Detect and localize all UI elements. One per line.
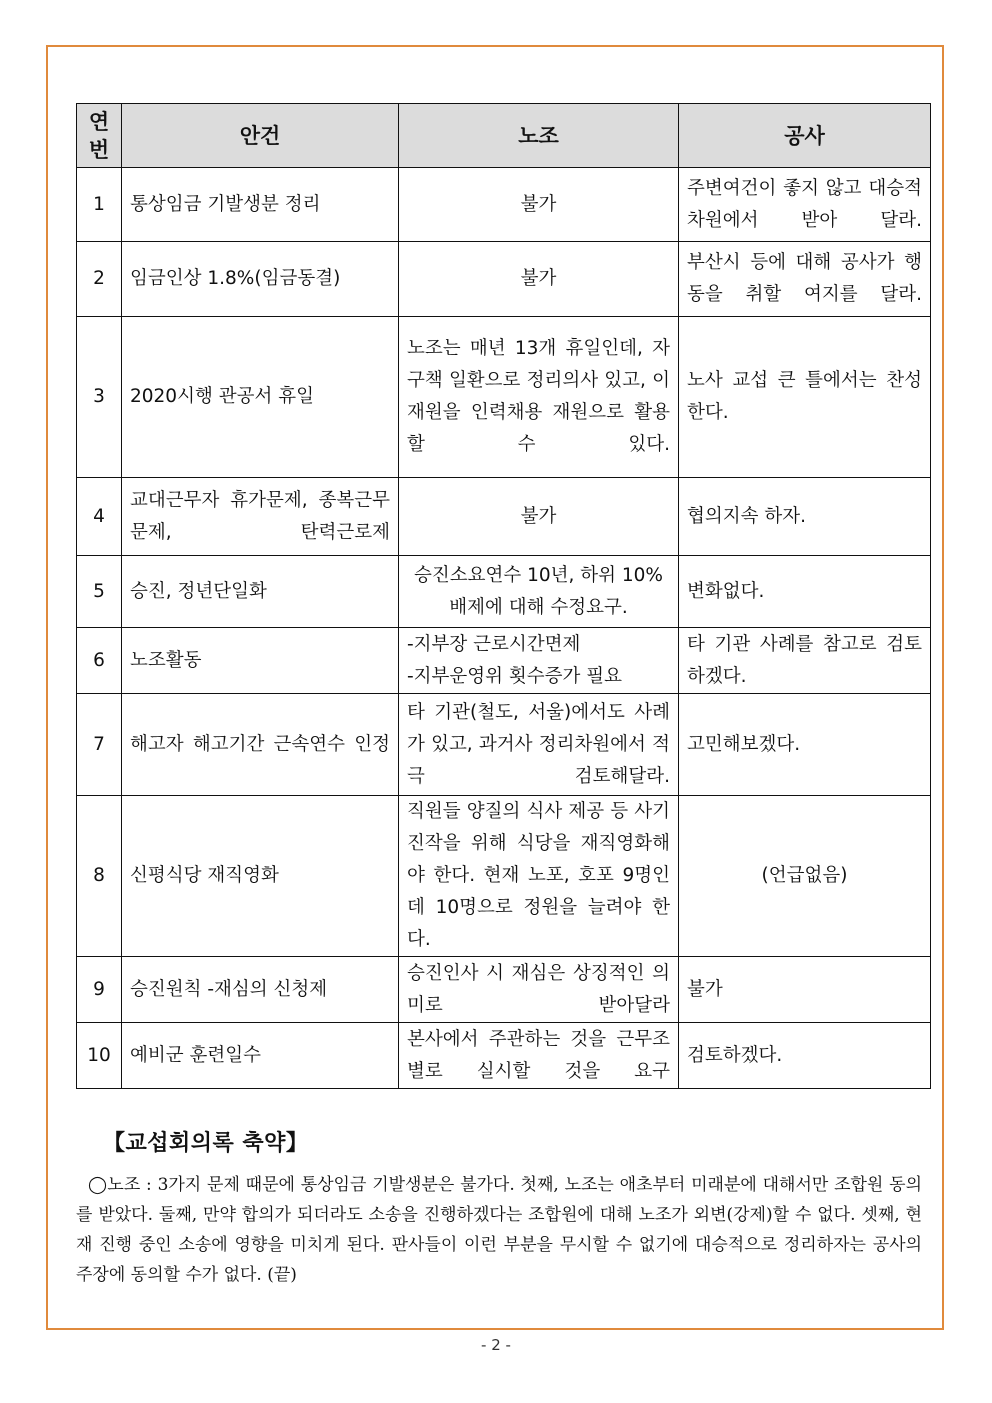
row-union-position: 불가 xyxy=(399,168,679,242)
row-union-position: -지부장 근로시간면제 -지부운영위 횟수증가 필요 xyxy=(399,628,679,694)
row-item: 승진원칙 -재심의 신청제 xyxy=(122,957,399,1023)
table-row xyxy=(77,317,931,478)
table-row xyxy=(77,957,931,1023)
row-corp-position: 검토하겠다. xyxy=(679,1023,931,1089)
table-row xyxy=(77,168,931,242)
row-corp-position: 주변여건이 좋지 않고 대승적 차원에서 받아 달라. xyxy=(679,168,931,242)
row-union-position: 직원들 양질의 식사 제공 등 사기진작을 위해 식당을 재직영화해야 한다. 현재 노포, 호포 9명인데 10명으로 정원을 늘려야 한다. xyxy=(399,796,679,957)
row-corp-position: 부산시 등에 대해 공사가 행동을 취할 여지를 달라. xyxy=(679,242,931,317)
row-item: 교대근무자 휴가문제, 종복근무 문제, 탄력근로제 xyxy=(122,478,399,556)
table-header-row xyxy=(77,104,931,168)
summary-title: 【교섭회의록 축약】 xyxy=(103,1130,309,1156)
row-number: 8 xyxy=(77,796,122,957)
row-item: 임금인상 1.8%(임금동결) xyxy=(122,242,399,317)
table-row xyxy=(77,796,931,957)
header-corporation: 공사 xyxy=(679,104,931,168)
row-number: 4 xyxy=(77,478,122,556)
row-union-position: 승진소요연수 10년, 하위 10% 배제에 대해 수정요구. xyxy=(399,556,679,628)
row-corp-position: 협의지속 하자. xyxy=(679,478,931,556)
table-row xyxy=(77,242,931,317)
header-union: 노조 xyxy=(399,104,679,168)
row-item: 예비군 훈련일수 xyxy=(122,1023,399,1089)
table-row xyxy=(77,1023,931,1089)
row-number: 3 xyxy=(77,317,122,478)
row-union-position: 본사에서 주관하는 것을 근무조별로 실시할 것을 요구 xyxy=(399,1023,679,1089)
row-number: 10 xyxy=(77,1023,122,1089)
row-item: 신평식당 재직영화 xyxy=(122,796,399,957)
row-item: 노조활동 xyxy=(122,628,399,694)
row-union-position: 불가 xyxy=(399,478,679,556)
row-corp-position: (언급없음) xyxy=(679,796,931,957)
row-item: 승진, 정년단일화 xyxy=(122,556,399,628)
row-union-position: 승진인사 시 재심은 상징적인 의미로 받아달라 xyxy=(399,957,679,1023)
row-number: 1 xyxy=(77,168,122,242)
table-row xyxy=(77,478,931,556)
row-union-position: 노조는 매년 13개 휴일인데, 자구책 일환으로 정리의사 있고, 이 재원을 인력채용 재원으로 활용할 수 있다. xyxy=(399,317,679,478)
row-item: 통상임금 기발생분 정리 xyxy=(122,168,399,242)
table-row xyxy=(77,628,931,694)
row-corp-position: 불가 xyxy=(679,957,931,1023)
row-item: 해고자 해고기간 근속연수 인정 xyxy=(122,694,399,796)
row-corp-position: 고민해보겠다. xyxy=(679,694,931,796)
row-corp-position: 변화없다. xyxy=(679,556,931,628)
row-number: 5 xyxy=(77,556,122,628)
row-number: 6 xyxy=(77,628,122,694)
page-number: - 2 - xyxy=(481,1336,511,1354)
row-item: 2020시행 관공서 휴일 xyxy=(122,317,399,478)
header-item: 안건 xyxy=(122,104,399,168)
row-number: 2 xyxy=(77,242,122,317)
row-corp-position: 노사 교섭 큰 틀에서는 찬성한다. xyxy=(679,317,931,478)
table-row xyxy=(77,694,931,796)
agenda-table xyxy=(76,103,931,1089)
row-number: 9 xyxy=(77,957,122,1023)
row-union-position: 불가 xyxy=(399,242,679,317)
header-number: 연 번 xyxy=(77,104,122,168)
summary-body: ◯노조 : 3가지 문제 때문에 통상임금 기발생분은 불가다. 첫째, 노조는 애초부터 미래분에 대해서만 조합원 동의를 받았다. 둘째, 만약 합의가 되더라도 소송을 진행하겠다는 조합원에 대해 노조가 외변(강제)할 수 없다. 셋째, 현재 진행 중인 소송에 영향을 미치게 된다. 판사들이 이런 부분을 무시할 수 없기에 대승적으로 정리하자는 공사의 주장에 동의할 수가 없다. (끝) xyxy=(76,1175,922,1285)
row-number: 7 xyxy=(77,694,122,796)
row-corp-position: 타 기관 사례를 참고로 검토하겠다. xyxy=(679,628,931,694)
row-union-position: 타 기관(철도, 서울)에서도 사례가 있고, 과거사 정리차원에서 적극 검토해달라. xyxy=(399,694,679,796)
table-row xyxy=(77,556,931,628)
